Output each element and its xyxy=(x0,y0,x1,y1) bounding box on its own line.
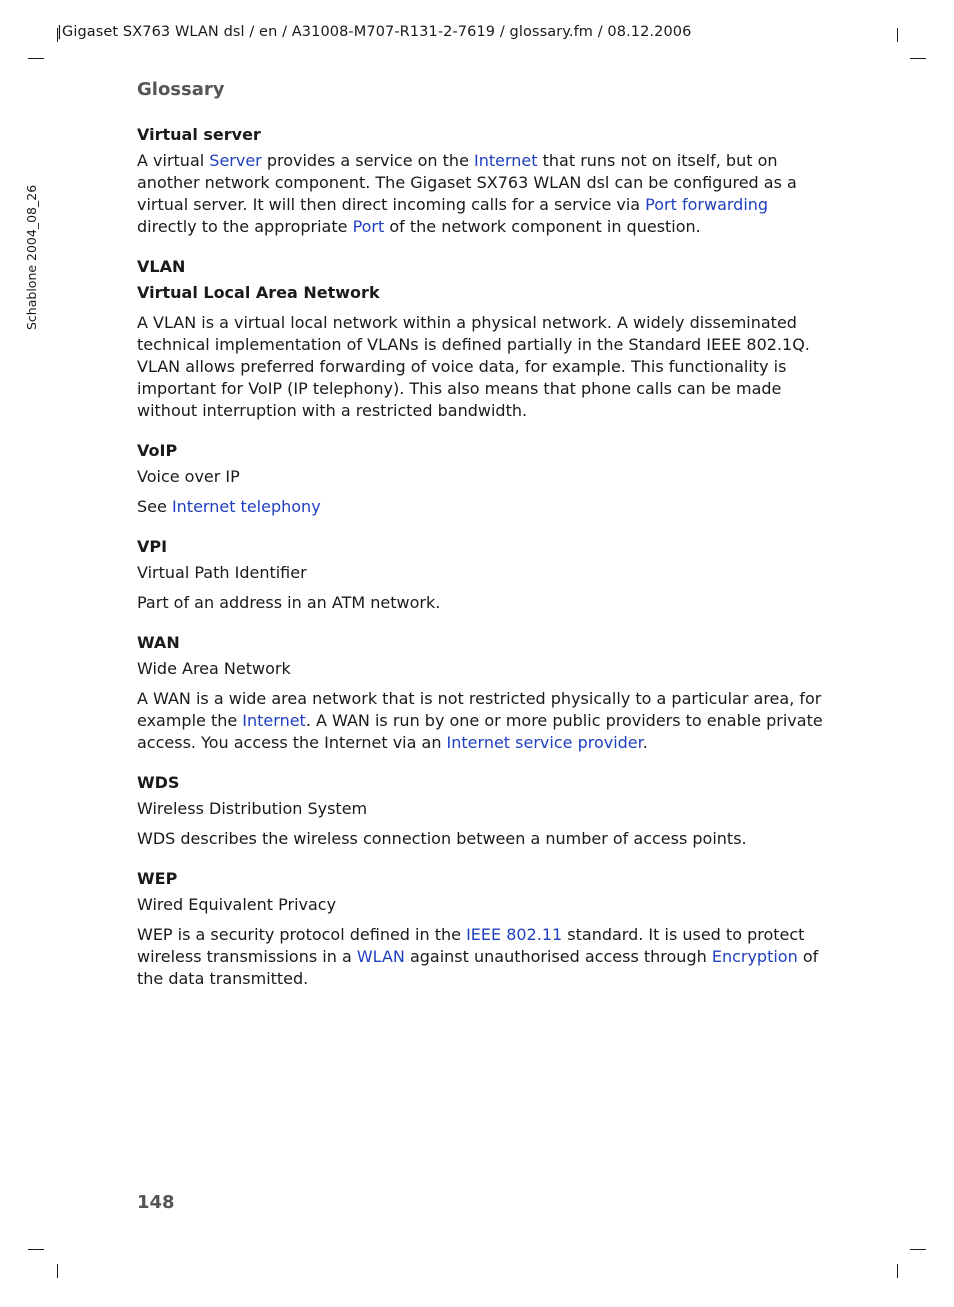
see-reference xyxy=(137,496,827,518)
term-full-name: Virtual Path Identifier xyxy=(137,563,307,582)
text: of the data transmitted. xyxy=(137,947,819,988)
term-heading: VLAN xyxy=(137,257,186,276)
crop-mark xyxy=(897,1264,898,1278)
entry-wan xyxy=(137,632,827,754)
link-port[interactable]: Port xyxy=(352,217,385,236)
text: See xyxy=(137,497,172,516)
link-internet[interactable]: Internet xyxy=(242,711,306,730)
crop-mark xyxy=(910,1249,926,1250)
page-number: 148 xyxy=(137,1192,175,1213)
term-full-name: Virtual Local Area Network xyxy=(137,283,380,302)
header-divider: | xyxy=(57,24,62,40)
link-encryption[interactable]: Encryption xyxy=(711,947,798,966)
link-internet-service-provider[interactable]: Internet service provider xyxy=(446,733,643,752)
side-label: Schablone 2004_08_26 xyxy=(24,184,39,330)
term-full-name: Voice over IP xyxy=(137,467,240,486)
entry-voip xyxy=(137,440,827,518)
crop-mark xyxy=(28,1249,44,1250)
crop-mark xyxy=(897,28,898,42)
text: . xyxy=(642,733,648,752)
definition xyxy=(137,150,827,238)
entry-virtual-server xyxy=(137,124,827,238)
entry-vlan xyxy=(137,256,827,422)
definition xyxy=(137,688,827,754)
text: standard. It is used to protect wireless transmissions in a xyxy=(137,925,805,966)
definition: Part of an address in an ATM network. xyxy=(137,593,441,612)
term-heading: WAN xyxy=(137,633,180,652)
definition: A VLAN is a virtual local network within a physical network. A widely disseminated technical implementation of VLANs is defined partially in the Standard IEEE 802.1Q. VLAN allows preferred forwarding of voice data, for example. This functionality is important for VoIP (IP telephony). This also means that phone calls can be made without interruption with a restricted bandwidth. xyxy=(137,313,810,420)
link-wlan[interactable]: WLAN xyxy=(356,947,405,966)
term-heading: WDS xyxy=(137,773,180,792)
term-full-name: Wide Area Network xyxy=(137,659,291,678)
text: provides a service on the xyxy=(261,151,474,170)
entry-wep xyxy=(137,868,827,990)
link-internet[interactable]: Internet xyxy=(474,151,538,170)
link-internet-telephony[interactable]: Internet telephony xyxy=(171,497,321,516)
text: against unauthorised access through xyxy=(404,947,712,966)
entry-vpi xyxy=(137,536,827,614)
term-heading: VoIP xyxy=(137,441,178,460)
definition xyxy=(137,924,827,990)
glossary-body xyxy=(137,124,827,1008)
entry-wds xyxy=(137,772,827,850)
term-full-name: Wired Equivalent Privacy xyxy=(137,895,337,914)
crop-mark xyxy=(57,1264,58,1278)
definition: WDS describes the wireless connection between a number of access points. xyxy=(137,829,747,848)
section-title: Glossary xyxy=(137,79,225,100)
link-server[interactable]: Server xyxy=(209,151,262,170)
text: . A WAN is run by one or more public providers to enable private access. You access the Internet via an xyxy=(137,711,823,752)
running-header xyxy=(57,24,691,40)
term-heading: WEP xyxy=(137,869,178,888)
term-heading: Virtual server xyxy=(137,125,261,144)
link-ieee-802-11[interactable]: IEEE 802.11 xyxy=(466,925,563,944)
text: of the network component in question. xyxy=(384,217,701,236)
term-full-name: Wireless Distribution System xyxy=(137,799,368,818)
header-text: Gigaset SX763 WLAN dsl / en / A31008-M707-R131-2-7619 / glossary.fm / 08.12.2006 xyxy=(62,24,692,40)
term-heading: VPI xyxy=(137,537,168,556)
crop-mark xyxy=(28,58,44,59)
crop-mark xyxy=(910,58,926,59)
text: directly to the appropriate xyxy=(137,217,353,236)
link-port-forwarding[interactable]: Port forwarding xyxy=(645,195,769,214)
text: that runs not on itself, but on another network component. The Gigaset SX763 WLAN dsl can be configured as a virtual server. It will then direct incoming calls for a service via xyxy=(137,151,797,214)
text: A virtual xyxy=(137,151,210,170)
text: A WAN is a wide area network that is not restricted physically to a particular area, for example the xyxy=(137,689,822,730)
text: WEP is a security protocol defined in the xyxy=(137,925,467,944)
